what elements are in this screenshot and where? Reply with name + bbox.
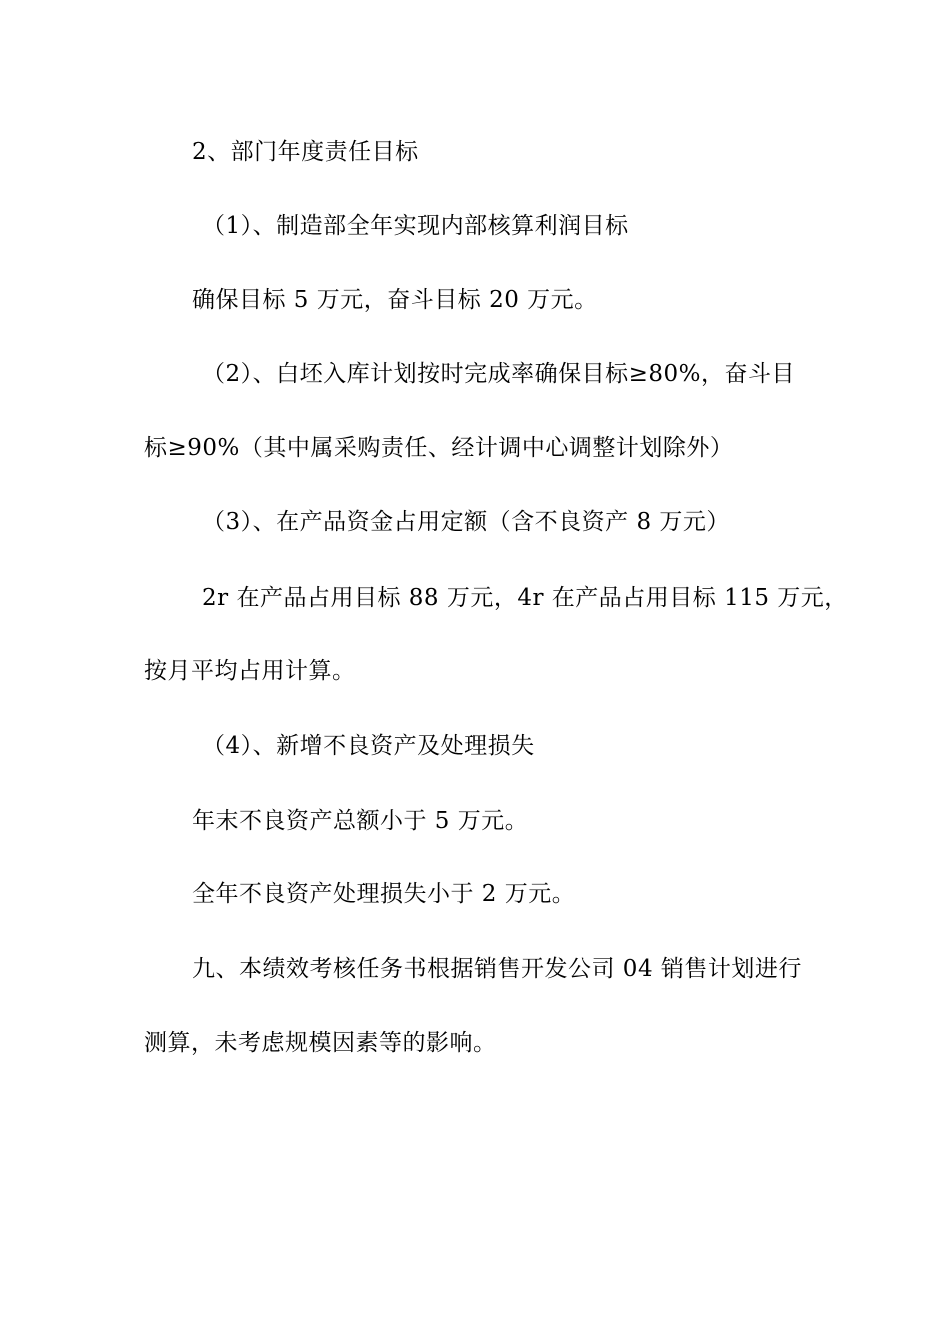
item-2-heading: （2）、白坯入库计划按时完成率确保目标≥80%，奋斗目 <box>202 361 796 387</box>
item-3-heading: （3）、在产品资金占用定额（含不良资产 8 万元） <box>202 509 730 535</box>
item-4-text-2: 全年不良资产处理损失小于 2 万元。 <box>192 881 576 907</box>
item-3-continuation: 按月平均占用计算。 <box>144 658 356 684</box>
item-2-continuation: 标≥90%（其中属采购责任、经计调中心调整计划除外） <box>144 435 734 461</box>
item-4-text-1: 年末不良资产总额小于 5 万元。 <box>192 808 529 834</box>
section-nine-text: 九、本绩效考核任务书根据销售开发公司 04 销售计划进行 <box>192 956 802 982</box>
section-heading: 2、部门年度责任目标 <box>192 139 419 165</box>
item-3-text: 2r 在产品占用目标 88 万元，4r 在产品占用目标 115 万元， <box>202 585 848 611</box>
item-4-heading: （4）、新增不良资产及处理损失 <box>202 733 535 759</box>
section-nine-continuation: 测算，未考虑规模因素等的影响。 <box>144 1030 497 1056</box>
item-1-heading: （1）、制造部全年实现内部核算利润目标 <box>202 213 629 239</box>
item-1-text: 确保目标 5 万元，奋斗目标 20 万元。 <box>192 287 598 313</box>
